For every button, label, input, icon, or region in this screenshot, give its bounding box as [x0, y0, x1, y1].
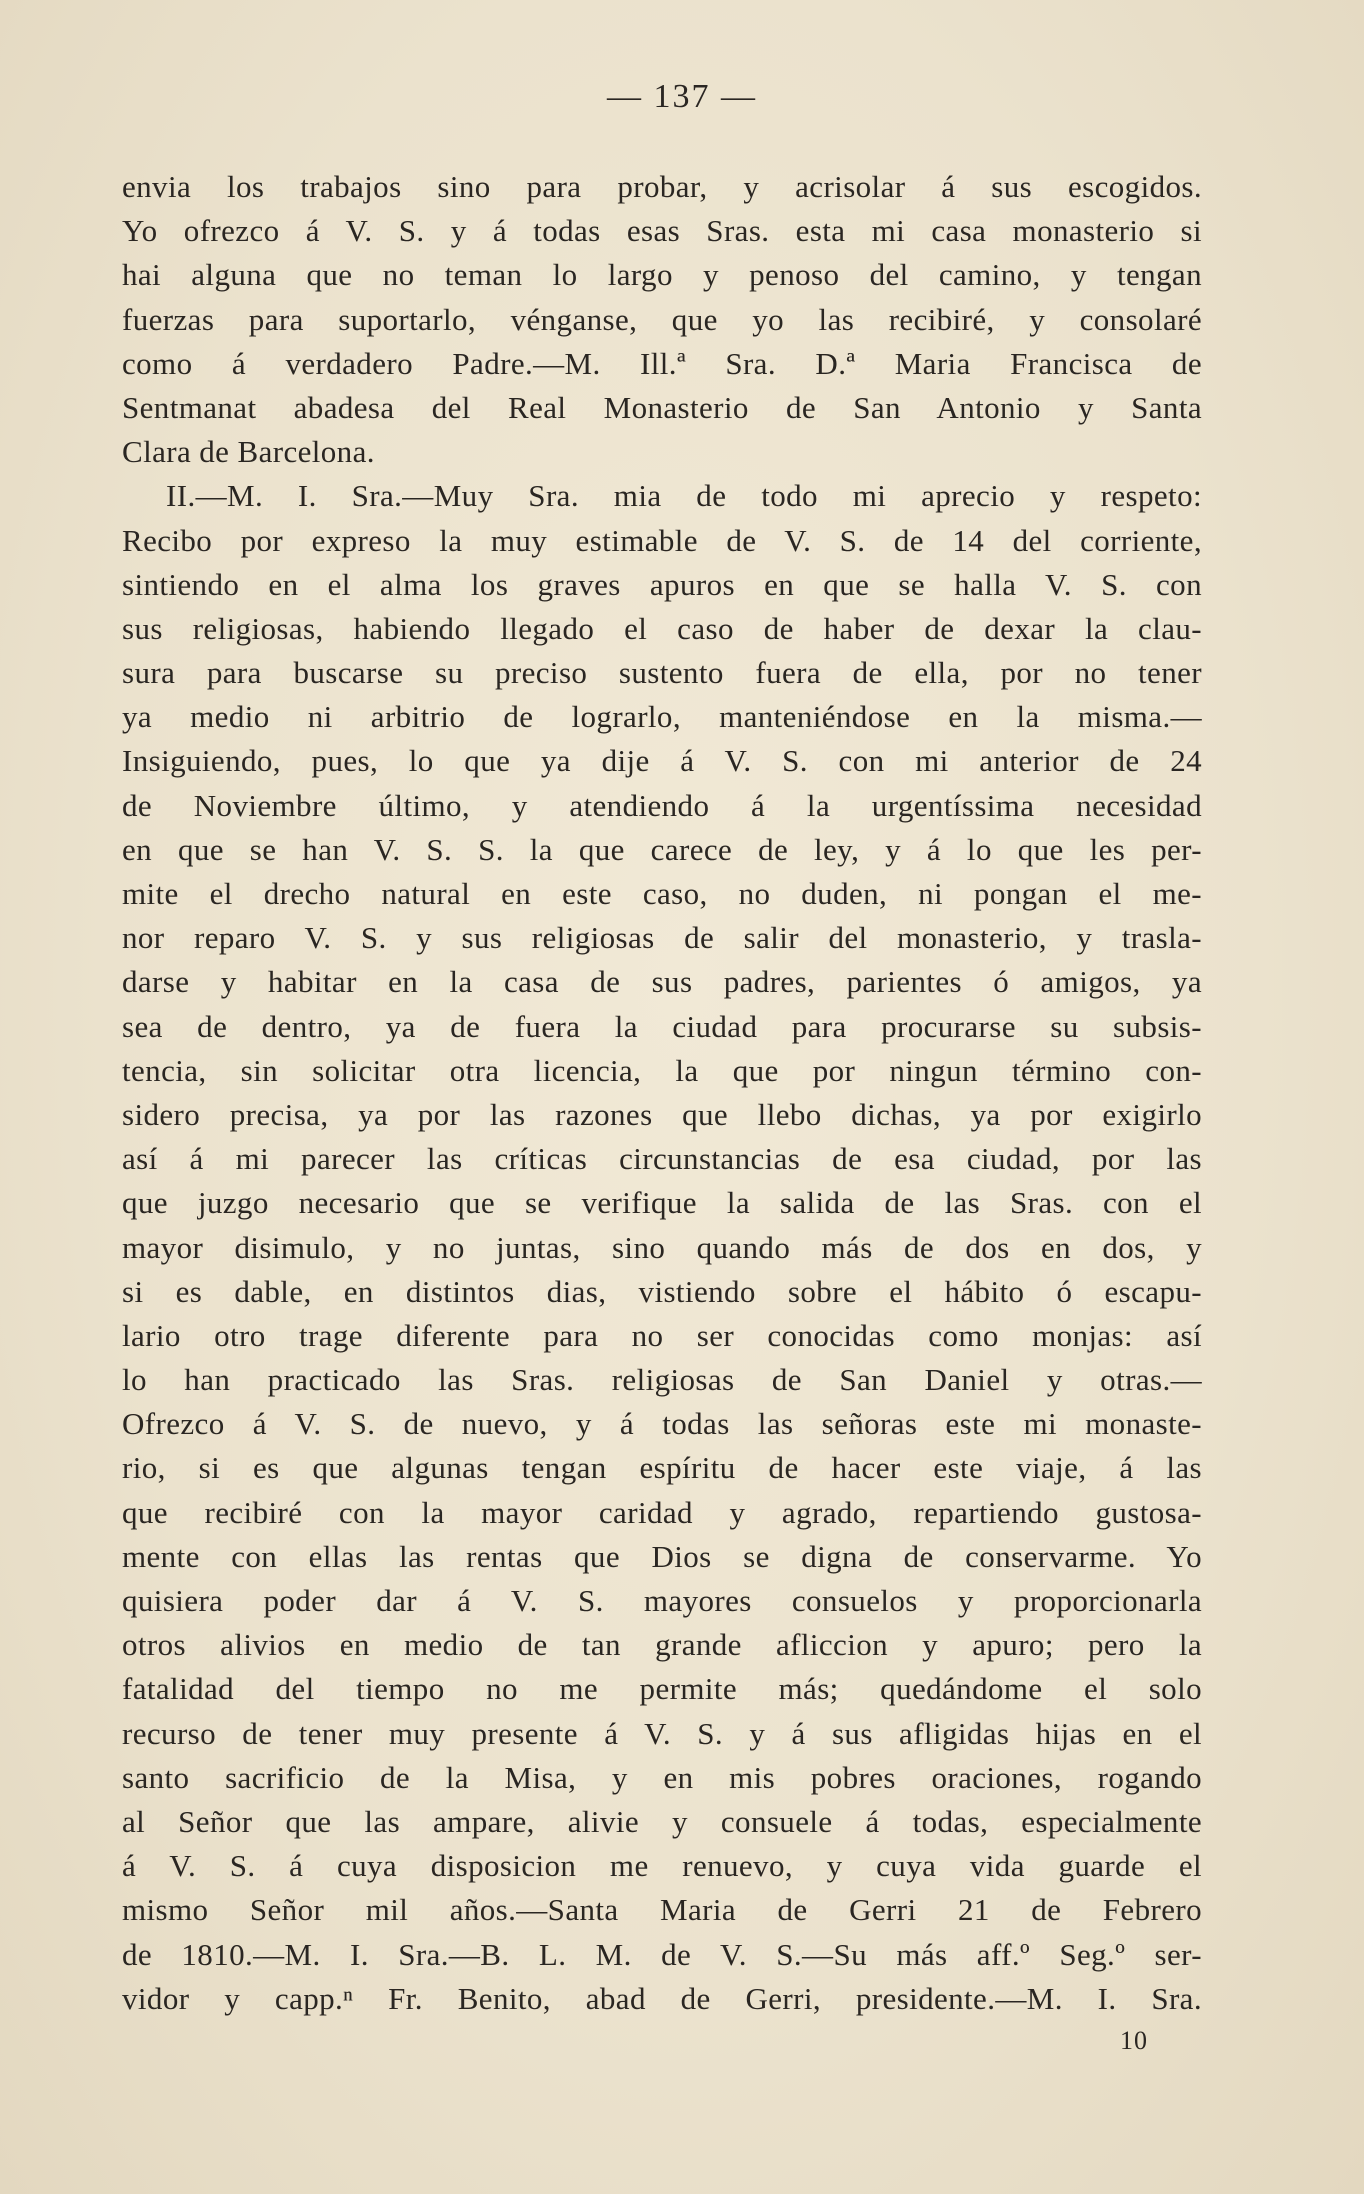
text-line: Insiguiendo, pues, lo que ya dije á V. S. con mi anterior de 24	[122, 743, 1202, 779]
text-line: sura para buscarse su preciso sustento fuera de ella, por no tener	[122, 655, 1202, 691]
text-line: en que se han V. S. S. la que carece de ley, y á lo que les per-	[122, 831, 1202, 867]
text-line: como á verdadero Padre.—M. Ill.ª Sra. D.ª Maria Francisca de	[122, 345, 1202, 381]
text-line: darse y habitar en la casa de sus padres, parientes ó amigos, ya	[122, 964, 1202, 1000]
text-line: santo sacrificio de la Misa, y en mis pobres oraciones, rogando	[122, 1759, 1202, 1795]
text-line: al Señor que las ampare, alivie y consuele á todas, especialmente	[122, 1803, 1202, 1839]
text-line: ya medio ni arbitrio de lograrlo, manteniéndose en la misma.—	[122, 699, 1202, 735]
text-line: quisiera poder dar á V. S. mayores consuelos y proporcionarla	[122, 1583, 1202, 1618]
text-line: Clara de Barcelona.	[122, 434, 375, 470]
paragraph-start-line: II.—M. I. Sra.—Muy Sra. mia de todo mi aprecio y respeto:	[166, 478, 1202, 514]
text-line: fatalidad del tiempo no me permite más; quedándome el solo	[122, 1671, 1202, 1707]
page-number: — 137 —	[607, 78, 757, 115]
text-line: si es dable, en distintos dias, vistiendo sobre el hábito ó escapu-	[122, 1273, 1202, 1309]
text-line: vidor y capp.ⁿ Fr. Benito, abad de Gerri, presidente.—M. I. Sra.	[122, 1980, 1202, 2016]
text-line: Sentmanat abadesa del Real Monasterio de San Antonio y Santa	[122, 389, 1202, 425]
text-line: tencia, sin solicitar otra licencia, la que por ningun término con-	[122, 1052, 1202, 1088]
text-line: envia los trabajos sino para probar, y acrisolar á sus escogidos.	[122, 169, 1202, 204]
text-line: lo han practicado las Sras. religiosas de San Daniel y otras.—	[122, 1362, 1202, 1398]
text-line: sintiendo en el alma los graves apuros en que se halla V. S. con	[122, 566, 1202, 602]
text-line: de Noviembre último, y atendiendo á la urgentíssima necesidad	[122, 787, 1202, 823]
text-line: otros alivios en medio de tan grande afliccion y apuro; pero la	[122, 1627, 1202, 1663]
text-line: nor reparo V. S. y sus religiosas de salir del monasterio, y trasla-	[122, 920, 1202, 956]
printer-signature-mark: 10	[1120, 2026, 1148, 2055]
text-line: mismo Señor mil años.—Santa Maria de Gerri 21 de Febrero	[122, 1892, 1202, 1928]
text-line: Ofrezco á V. S. de nuevo, y á todas las señoras este mi monaste-	[122, 1406, 1202, 1442]
text-line: sea de dentro, ya de fuera la ciudad para procurarse su subsis-	[122, 1008, 1202, 1044]
body-text	[122, 165, 1202, 2021]
text-line: fuerzas para suportarlo, vénganse, que yo las recibiré, y consolaré	[122, 301, 1202, 337]
text-line: hai alguna que no teman lo largo y penoso del camino, y tengan	[122, 257, 1202, 293]
text-line: sidero precisa, ya por las razones que llebo dichas, ya por exigirlo	[122, 1096, 1202, 1132]
text-line: mente con ellas las rentas que Dios se digna de conservarme. Yo	[122, 1538, 1202, 1574]
text-line: que juzgo necesario que se verifique la salida de las Sras. con el	[122, 1185, 1202, 1221]
text-line: á V. S. á cuya disposicion me renuevo, y cuya vida guarde el	[122, 1848, 1202, 1884]
text-line: que recibiré con la mayor caridad y agrado, repartiendo gustosa-	[122, 1494, 1202, 1530]
text-line: de 1810.—M. I. Sra.—B. L. M. de V. S.—Su más aff.º Seg.º ser-	[122, 1936, 1202, 1972]
text-line: mite el drecho natural en este caso, no duden, ni pongan el me-	[122, 876, 1202, 911]
text-line: Yo ofrezco á V. S. y á todas esas Sras. esta mi casa monasterio si	[122, 213, 1202, 249]
text-line: recurso de tener muy presente á V. S. y á sus afligidas hijas en el	[122, 1715, 1202, 1751]
text-line: mayor disimulo, y no juntas, sino quando más de dos en dos, y	[122, 1229, 1202, 1265]
text-line: lario otro trage diferente para no ser conocidas como monjas: así	[122, 1317, 1202, 1353]
text-line: sus religiosas, habiendo llegado el caso de haber de dexar la clau-	[122, 610, 1202, 646]
text-line: Recibo por expreso la muy estimable de V. S. de 14 del corriente,	[122, 522, 1202, 558]
text-line: así á mi parecer las críticas circunstancias de esa ciudad, por las	[122, 1141, 1202, 1177]
text-line: rio, si es que algunas tengan espíritu de hacer este viaje, á las	[122, 1450, 1202, 1486]
